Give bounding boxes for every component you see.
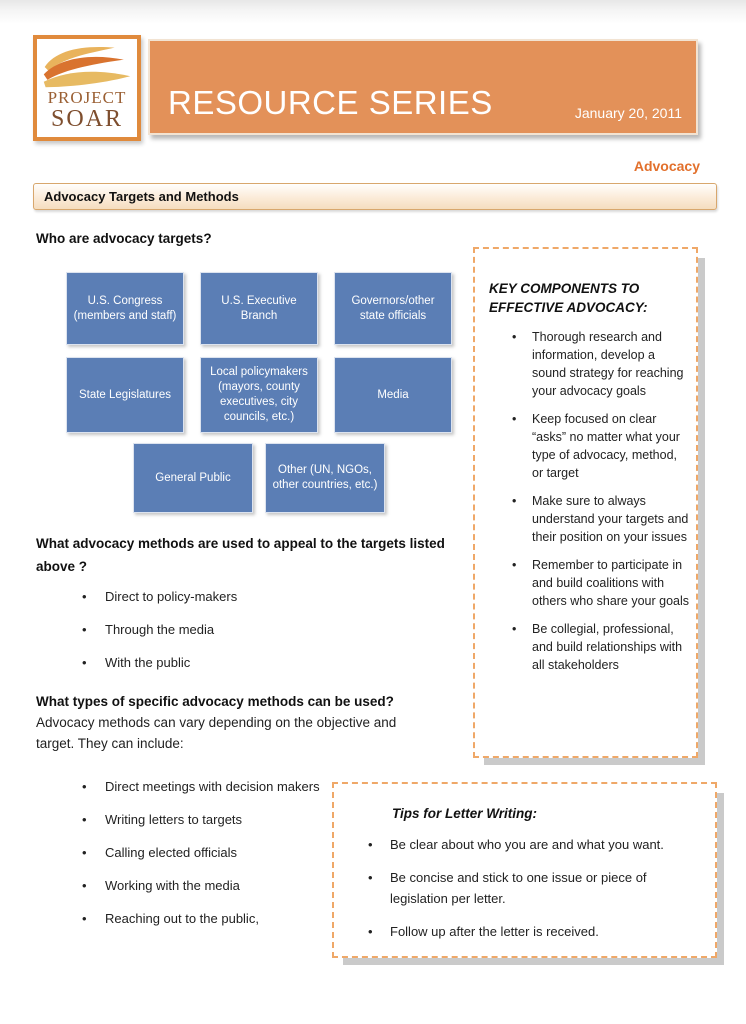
list-item: • Keep focused on clear “asks” no matter what your type of advocacy, method, or target <box>475 410 696 482</box>
list-item: • Make sure to always understand your targets and their position on your issues <box>475 492 696 546</box>
section-title: Advocacy Targets and Methods <box>44 189 239 204</box>
heading-specific-methods: What types of specific advocacy methods can be used? <box>36 694 394 709</box>
list-item: • Remember to participate in and build coalitions with others who share your goals <box>475 556 696 610</box>
heading-advocacy-targets: Who are advocacy targets? <box>36 231 212 246</box>
list-item: • Direct meetings with decision makers <box>36 776 326 797</box>
list-item: • Be concise and stick to one issue or piece of legislation per letter. <box>334 867 715 909</box>
target-box-state-legislatures: State Legislatures <box>66 357 184 433</box>
target-box-us-executive-branch: U.S. Executive Branch <box>200 272 318 345</box>
tips-title: Tips for Letter Writing: <box>392 806 537 821</box>
specific-methods-intro: Advocacy methods can vary depending on the objective and target. They can include: <box>36 715 397 751</box>
list-item: • Writing letters to targets <box>36 809 326 830</box>
target-box-local-policymakers: Local policymakers (mayors, county executives, city councils, etc.) <box>200 357 318 433</box>
banner-date: January 20, 2011 <box>574 105 682 121</box>
project-soar-logo <box>33 35 141 141</box>
target-box-other: Other (UN, NGOs, other countries, etc.) <box>265 443 385 513</box>
section-title-bar <box>33 183 717 210</box>
page-top-shading <box>0 0 746 24</box>
advocacy-methods-list <box>36 586 416 685</box>
specific-methods-list <box>36 776 326 941</box>
heading-advocacy-methods: What advocacy methods are used to appeal to the targets listed above ? <box>36 536 445 574</box>
list-item: • Thorough research and information, develop a sound strategy for reaching your advocacy goals <box>475 328 696 400</box>
key-components-list <box>475 328 696 674</box>
target-box-general-public: General Public <box>133 443 253 513</box>
list-item: • Through the media <box>36 619 416 640</box>
key-components-box <box>473 247 698 758</box>
logo-text-soar: SOAR <box>50 106 124 132</box>
target-box-governors: Governors/other state officials <box>334 272 452 345</box>
list-item: • Follow up after the letter is received. <box>334 921 715 942</box>
tips-box <box>332 782 717 958</box>
list-item: • Be collegial, professional, and build relationships with all stakeholders <box>475 620 696 674</box>
category-label: Advocacy <box>633 158 700 174</box>
target-box-media: Media <box>334 357 452 433</box>
list-item: • Direct to policy-makers <box>36 586 416 607</box>
key-components-title: KEY COMPONENTS TO EFFECTIVE ADVOCACY: <box>489 281 648 315</box>
list-item: • Calling elected officials <box>36 842 326 863</box>
logo-swoosh-icon <box>41 43 133 91</box>
logo-text-project: PROJECT <box>47 88 127 107</box>
banner-title: RESOURCE SERIES <box>168 84 493 121</box>
list-item: • Be clear about who you are and what you want. <box>334 834 715 855</box>
list-item: • With the public <box>36 652 416 673</box>
tips-list <box>334 834 715 942</box>
list-item: • Working with the media <box>36 875 326 896</box>
target-box-us-congress: U.S. Congress (members and staff) <box>66 272 184 345</box>
list-item: • Reaching out to the public, <box>36 908 326 929</box>
resource-series-banner <box>148 39 698 135</box>
